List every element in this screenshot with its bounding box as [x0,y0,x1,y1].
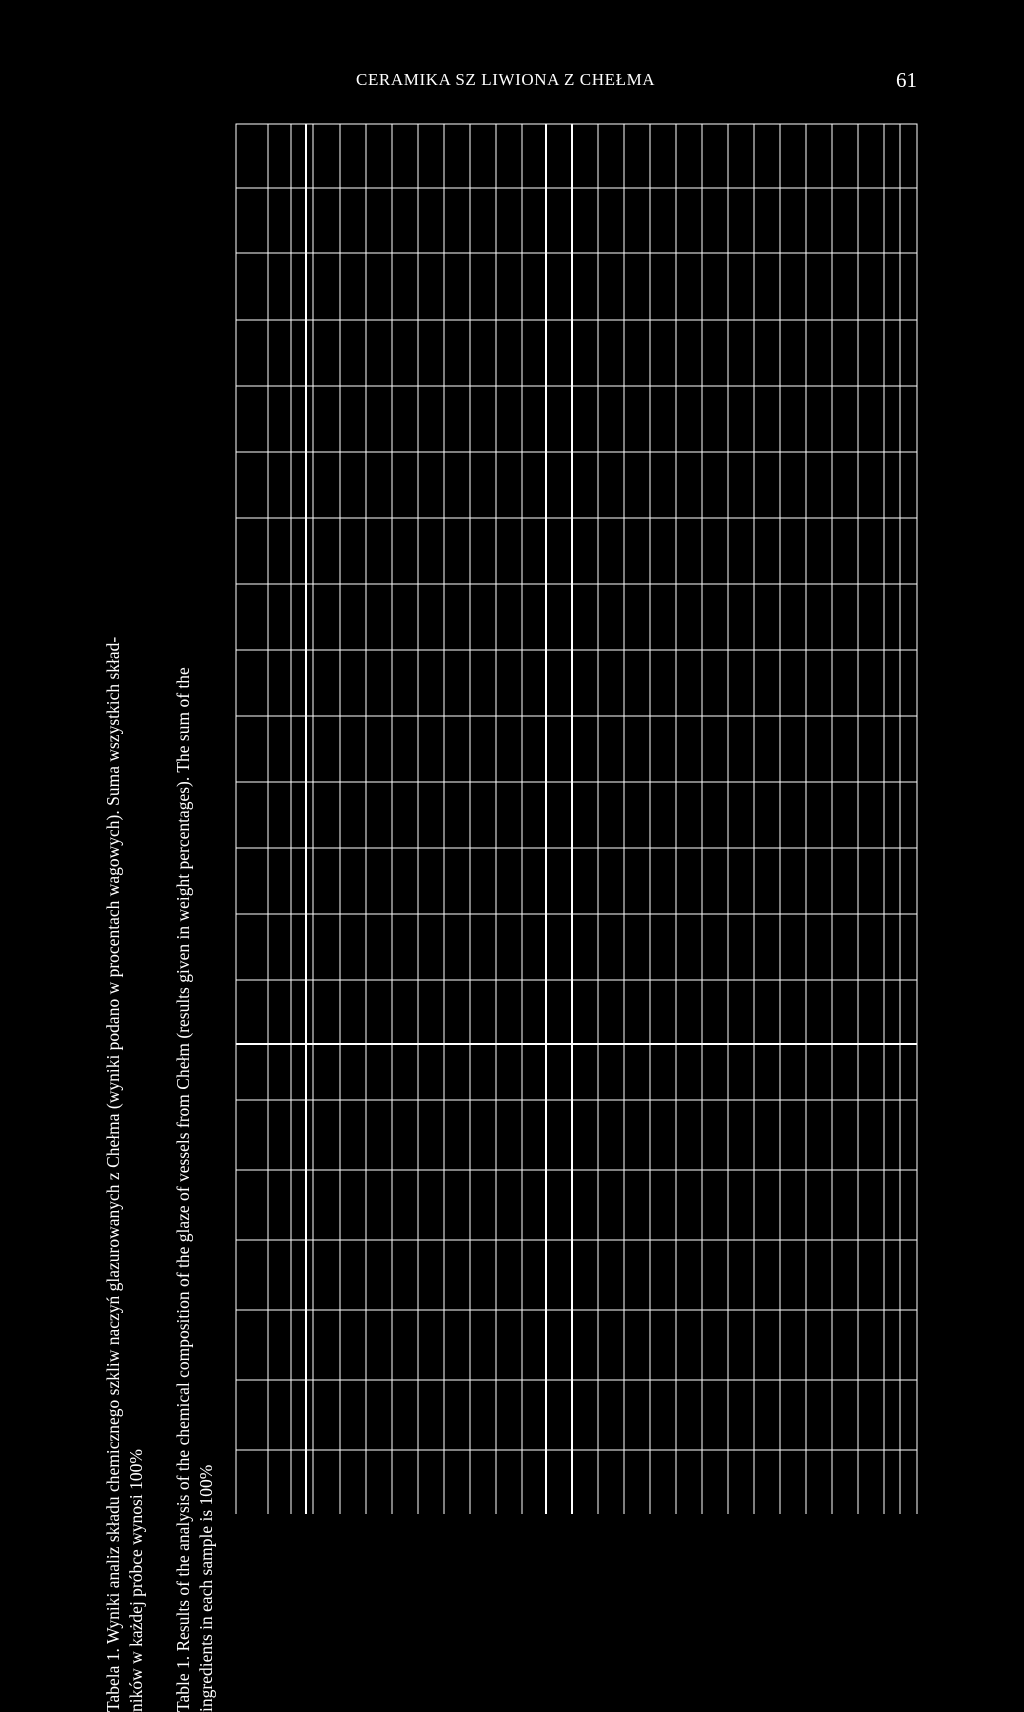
running-head: CERAMIKA SZ LIWIONA Z CHEŁMA [356,70,656,89]
table-grid-lines [236,124,917,1514]
table-outer-border [236,124,917,1514]
caption-polish-line-2: ników w każdej próbce wynosi 100% [126,1449,146,1712]
caption-english-line-2: ingredients in each sample is 100% [196,1464,216,1712]
caption-english-line-1: Table 1. Results of the analysis of the chemical composition of the glaze of vessels from Chełm (results given in weight percentages). The sum of the [173,667,193,1712]
page-number: 61 [896,68,917,92]
caption-polish-line-1: Tabela 1. Wyniki analiz składu chemicznego szkliw naczyń glazurowanych z Chełma (wyniki podano w procentach wagowych). Suma wszystkich skład- [103,636,123,1712]
